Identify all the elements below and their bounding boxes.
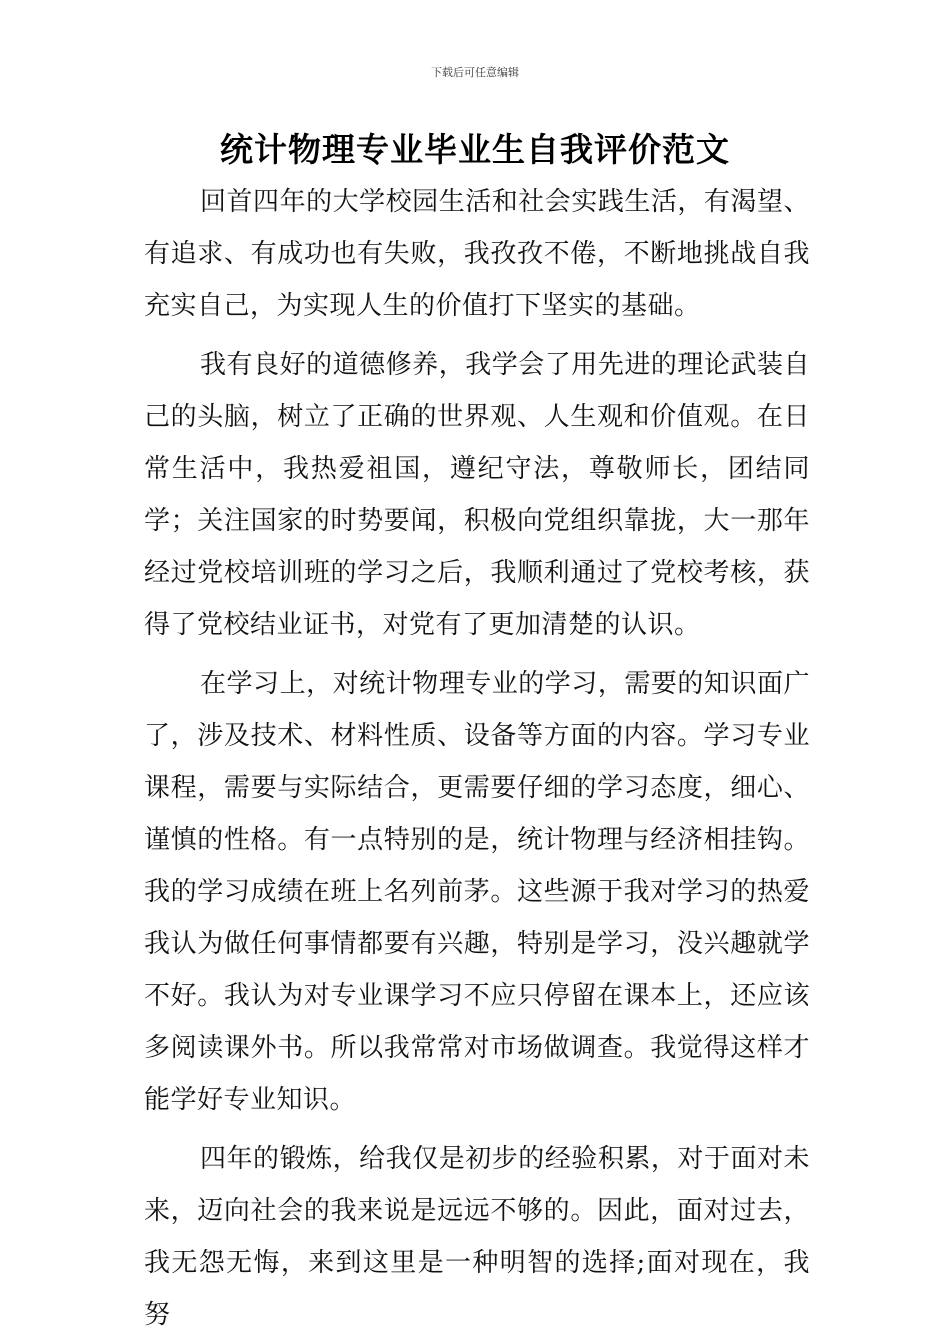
paragraph-4: 四年的锻炼，给我仅是初步的经验积累，对于面对未来，迈向社会的我来说是远远不够的。因此，面对过去，我无怨无悔，来到这里是一种明智的选择;面对现在，我努 xyxy=(144,1144,810,1330)
paragraph-1: 回首四年的大学校园生活和社会实践生活，有渴望、有追求、有成功也有失败，我孜孜不倦，不断地挑战自我充实自己，为实现人生的价值打下坚实的基础。 xyxy=(144,187,810,321)
document-body xyxy=(144,176,810,1341)
header-note: 下载后可任意编辑 xyxy=(431,66,519,79)
paragraph-2: 我有良好的道德修养，我学会了用先进的理论武装自己的头脑，树立了正确的世界观、人生观和价值观。在日常生活中，我热爱祖国，遵纪守法，尊敬师长，团结同学；关注国家的时势要闻，积极向党组织靠拢，大一那年经过党校培训班的学习之后，我顺利通过了党校考核，获得了党校结业证书，对党有了更加清楚的认识。 xyxy=(144,350,810,640)
paragraph-3: 在学习上，对统计物理专业的学习，需要的知识面广了，涉及技术、材料性质、设备等方面的内容。学习专业课程，需要与实际结合，更需要仔细的学习态度，细心、谨慎的性格。有一点特别的是，统计物理与经济相挂钩。我的学习成绩在班上名列前茅。这些源于我对学习的热爱我认为做任何事情都要有兴趣，特别是学习，没兴趣就学不好。我认为对专业课学习不应只停留在课本上，还应该多阅读课外书。所以我常常对市场做调查。我觉得这样才能学好专业知识。 xyxy=(144,669,810,1115)
document-title: 统计物理专业毕业生自我评价范文 xyxy=(220,130,730,169)
